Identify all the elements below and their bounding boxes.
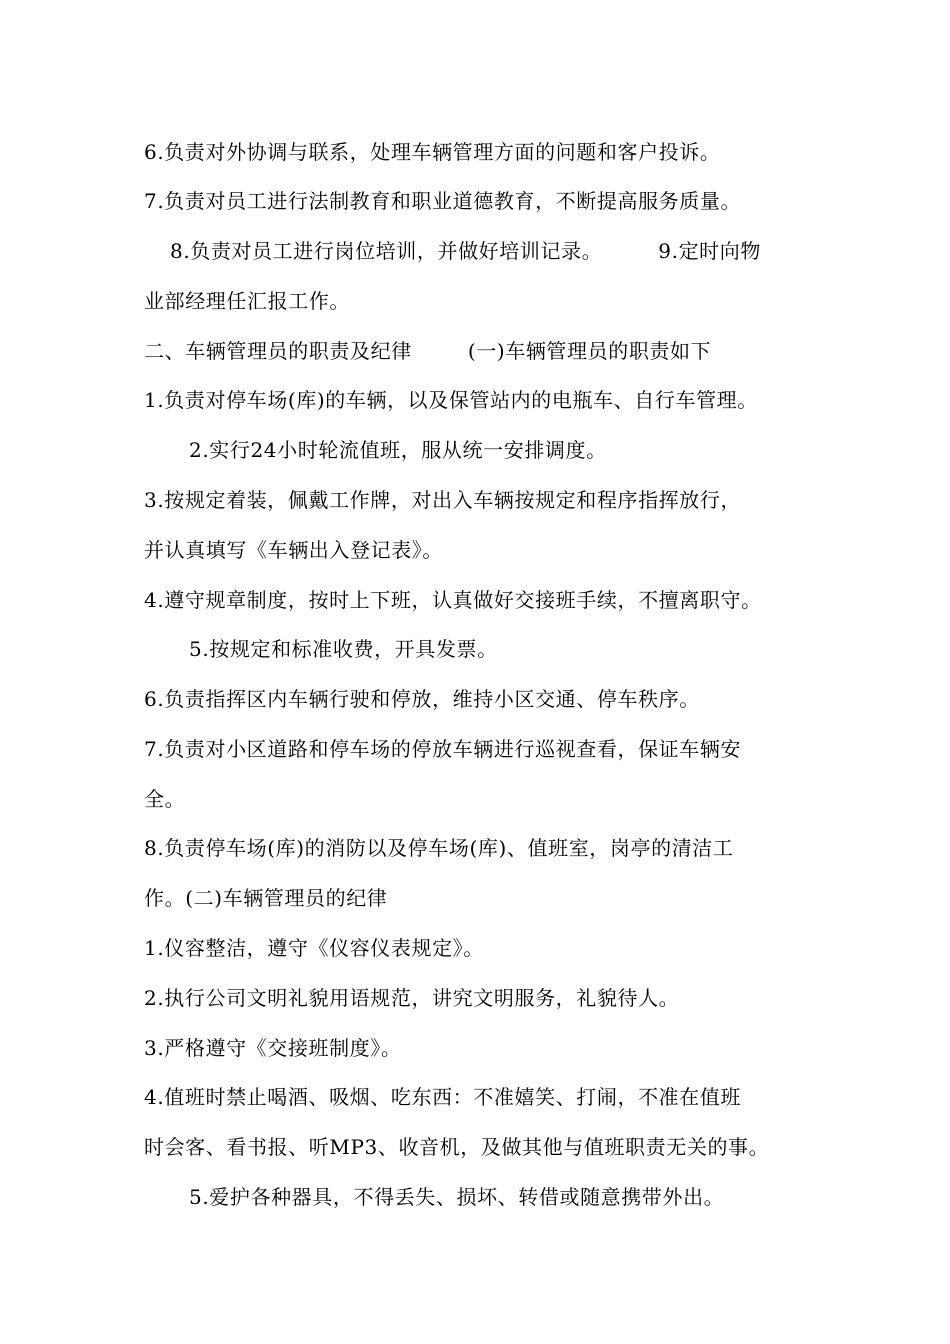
text-line: 5.爱护各种器具，不得丢失、损坏、转借或随意携带外出。 <box>189 1185 725 1209</box>
text-line: 全。 <box>144 787 186 811</box>
text-line: 2.执行公司文明礼貌用语规范，讲究文明服务，礼貌待人。 <box>144 986 680 1010</box>
text-line: 3.严格遵守《交接班制度》。 <box>144 1036 402 1060</box>
text-segment: 8.负责对员工进行岗位培训，并做好培训记录。 <box>170 239 603 263</box>
text-line: 时会客、看书报、听MP3、收音机，及做其他与值班职责无关的事。 <box>144 1135 770 1159</box>
text-line: 6.负责指挥区内车辆行驶和停放，维持小区交通、停车秩序。 <box>144 687 700 711</box>
text-line: 5.按规定和标准收费，开具发票。 <box>189 637 498 661</box>
subsection-heading: (一)车辆管理员的职责如下 <box>467 339 712 363</box>
text-line: 7.负责对小区道路和停车场的停放车辆进行巡视查看，保证车辆安 <box>144 737 742 761</box>
text-line: 3.按规定着装，佩戴工作牌，对出入车辆按规定和程序指挥放行， <box>144 488 742 512</box>
text-line: 4.遵守规章制度，按时上下班，认真做好交接班手续，不擅离职守。 <box>144 588 762 612</box>
text-line: 4.值班时禁止喝酒、吸烟、吃东西：不准嬉笑、打闹，不准在值班 <box>144 1085 742 1109</box>
text-line: 作。(二)车辆管理员的纪律 <box>144 886 388 910</box>
text-line: 7.负责对员工进行法制教育和职业道德教育，不断提高服务质量。 <box>144 189 742 213</box>
text-segment: 9.定时向物 <box>658 239 761 263</box>
section-heading: 二、车辆管理员的职责及纪律 <box>144 339 412 363</box>
text-line: 6.负责对外协调与联系，处理车辆管理方面的问题和客户投诉。 <box>144 140 721 164</box>
text-line: 2.实行24小时轮流值班，服从统一安排调度。 <box>189 438 607 462</box>
text-line <box>144 337 711 365</box>
text-line: 业部经理任汇报工作。 <box>144 289 350 313</box>
text-line: 1.负责对停车场(库)的车辆，以及保管站内的电瓶车、自行车管理。 <box>144 388 758 412</box>
text-line: 8.负责停车场(库)的消防以及停车场(库)、值班室，岗亭的清洁工 <box>144 836 734 860</box>
text-line <box>170 237 761 265</box>
text-line: 并认真填写《车辆出入登记表》。 <box>144 538 443 562</box>
text-line: 1.仪容整洁，遵守《仪容仪表规定》。 <box>144 936 484 960</box>
